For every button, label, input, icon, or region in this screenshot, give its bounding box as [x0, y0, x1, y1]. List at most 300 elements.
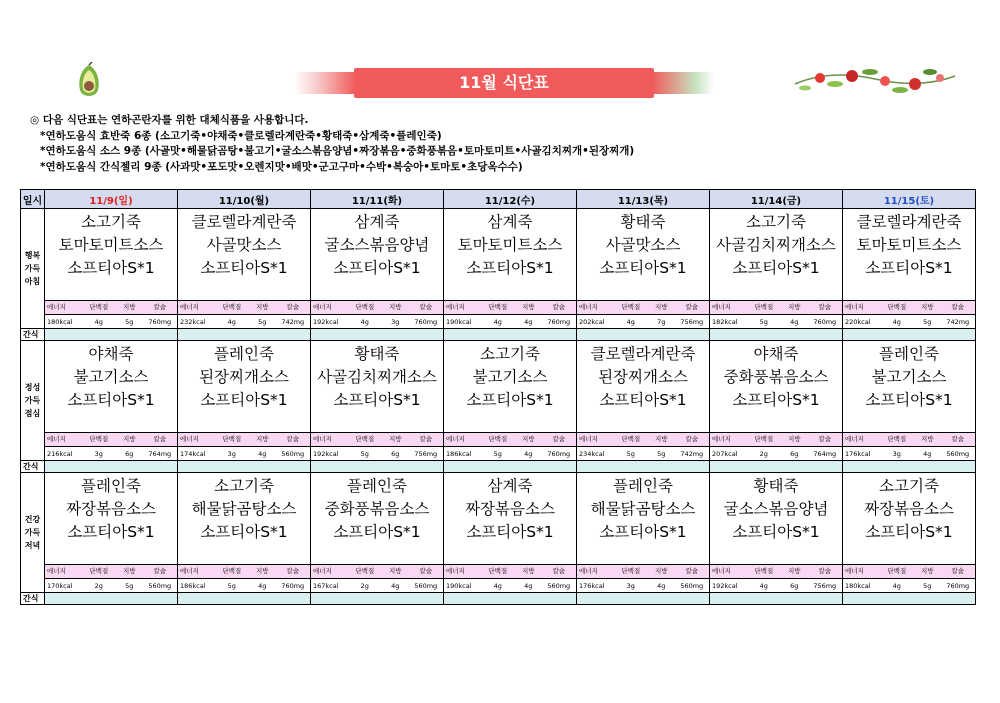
nutrient-label: 지방	[522, 435, 535, 443]
nutrient-value: 4g	[258, 581, 267, 590]
nutrient-label: 칼슘	[552, 303, 566, 311]
nutrient-label: 지방	[522, 567, 535, 575]
day-header: 11/9(일)	[45, 190, 178, 209]
dish-item: 소고기죽	[81, 213, 141, 231]
nutrient-value: 4g	[759, 581, 768, 590]
snack-label: 간식	[21, 461, 45, 473]
nutrient-value: 4g	[524, 317, 533, 326]
nutrient-label-cell	[843, 565, 976, 579]
nutrient-label: 칼슘	[153, 435, 167, 443]
dish-item: 소프티아S*1	[200, 391, 288, 409]
meal-dishes-row	[21, 341, 976, 433]
nutrient-label-cell	[577, 433, 710, 447]
nutrient-value: 4g	[892, 581, 901, 590]
dish-item: 토마토미트소스	[58, 236, 164, 254]
nutrient-label: 에너지	[712, 435, 731, 443]
dish-item: 된장찌개소스	[199, 368, 289, 386]
nutrient-value: 4g	[360, 317, 369, 326]
nutrient-value-cell	[311, 315, 444, 329]
nutrient-label: 칼슘	[286, 435, 300, 443]
meal-label	[21, 473, 45, 593]
nutrient-label-cell	[311, 301, 444, 315]
nutrient-value: 4g	[524, 581, 533, 590]
nutrient-label: 에너지	[446, 567, 465, 575]
dish-cell	[843, 209, 976, 301]
nutrient-value-row	[21, 315, 976, 329]
dish-item: 소프티아S*1	[200, 259, 288, 277]
nutrient-value: 560mg	[547, 581, 571, 590]
nutrient-label: 단백질	[355, 435, 375, 443]
day-header: 11/10(월)	[178, 190, 311, 209]
dish-cell	[178, 209, 311, 301]
nutrient-value: 560mg	[148, 581, 172, 590]
nutrient-value: 6g	[790, 581, 799, 590]
dish-cell	[311, 473, 444, 565]
nutrient-value: 5g	[125, 317, 134, 326]
nutrient-value: 756mg	[813, 581, 837, 590]
nutrient-value: 4g	[626, 317, 635, 326]
nutrient-value: 174kcal	[180, 449, 206, 458]
nutrient-label: 칼슘	[153, 567, 167, 575]
nutrient-label: 단백질	[488, 567, 508, 575]
nutrient-label: 에너지	[446, 303, 465, 311]
nutrient-value: 742mg	[281, 317, 305, 326]
date-header-label: 일시	[21, 190, 45, 209]
nutrient-label: 지방	[256, 303, 269, 311]
nutrient-label: 지방	[788, 435, 801, 443]
dish-item: 짜장볶음소스	[66, 500, 156, 518]
dish-item: 소프티아S*1	[732, 259, 820, 277]
nutrient-value: 192kcal	[313, 317, 339, 326]
nutrient-label: 에너지	[712, 303, 731, 311]
dish-item: 플레인죽	[879, 345, 939, 363]
nutrient-value: 234kcal	[579, 449, 605, 458]
nutrient-value-cell	[710, 579, 843, 593]
meal-label-text: 아침	[24, 277, 41, 286]
day-header: 11/14(금)	[710, 190, 843, 209]
nutrient-value: 3g	[626, 581, 635, 590]
snack-cell	[311, 461, 444, 473]
meal-label-text: 행복	[24, 251, 41, 260]
nutrient-value: 5g	[759, 317, 768, 326]
nutrient-value: 560mg	[414, 581, 438, 590]
nutrient-value: 190kcal	[446, 581, 472, 590]
nutrient-label: 칼슘	[419, 567, 433, 575]
nutrient-label-row	[21, 565, 976, 579]
nutrient-value: 180kcal	[47, 317, 73, 326]
nutrient-label: 칼슘	[818, 435, 832, 443]
nutrient-label: 지방	[389, 567, 402, 575]
nutrient-label-cell	[45, 301, 178, 315]
nutrient-value: 3g	[892, 449, 901, 458]
nutrient-label: 에너지	[579, 303, 598, 311]
nutrient-value-cell	[45, 447, 178, 461]
snack-cell	[710, 461, 843, 473]
snack-label: 간식	[21, 329, 45, 341]
dish-cell	[178, 341, 311, 433]
nutrient-label: 지방	[389, 435, 402, 443]
dish-item: 소고기죽	[480, 345, 540, 363]
dish-item: 클로렐라계란죽	[590, 345, 696, 363]
nutrient-value: 182kcal	[712, 317, 738, 326]
snack-cell	[843, 329, 976, 341]
nutrient-label-cell	[444, 565, 577, 579]
nutrient-label: 칼슘	[818, 303, 832, 311]
snack-cell	[577, 593, 710, 605]
nutrient-value: 176kcal	[845, 449, 871, 458]
dish-item: 불고기소스	[472, 368, 548, 386]
nutrient-label: 칼슘	[419, 435, 433, 443]
dish-item: 소프티아S*1	[732, 523, 820, 541]
dish-item: 소프티아S*1	[333, 391, 421, 409]
dish-item: 플레인죽	[613, 477, 673, 495]
nutrient-label-cell	[577, 301, 710, 315]
nutrient-label: 단백질	[89, 567, 109, 575]
dish-item: 야채죽	[753, 345, 799, 363]
nutrient-label: 에너지	[845, 567, 864, 575]
snack-cell	[444, 329, 577, 341]
snack-cell	[577, 461, 710, 473]
nutrient-label: 단백질	[355, 567, 375, 575]
meal-label	[21, 209, 45, 329]
nutrient-label-row	[21, 301, 976, 315]
notes-line-2: *연하도움식 효반죽 6종 (소고기죽•야채죽•클로렐라계란죽•황태죽•삼계죽•플레인죽)	[40, 129, 442, 142]
nutrient-label-cell	[710, 301, 843, 315]
meal-dishes-row	[21, 209, 976, 301]
nutrient-value: 5g	[258, 317, 267, 326]
snack-cell	[178, 461, 311, 473]
dish-item: 황태죽	[620, 213, 666, 231]
nutrient-value: 180kcal	[845, 581, 871, 590]
snack-cell	[444, 593, 577, 605]
dish-item: 소프티아S*1	[200, 523, 288, 541]
nutrient-label-cell	[577, 565, 710, 579]
nutrient-value: 764mg	[148, 449, 172, 458]
nutrient-value: 760mg	[414, 317, 438, 326]
nutrient-value-cell	[843, 315, 976, 329]
nutrient-label-row	[21, 433, 976, 447]
dish-item: 플레인죽	[347, 477, 407, 495]
nutrient-value-row	[21, 579, 976, 593]
nutrient-value: 2g	[759, 449, 768, 458]
meal-dishes-row	[21, 473, 976, 565]
nutrient-value: 192kcal	[712, 581, 738, 590]
nutrient-label: 에너지	[446, 435, 465, 443]
nutrient-label-cell	[45, 565, 178, 579]
snack-cell	[444, 461, 577, 473]
nutrient-label: 에너지	[47, 303, 66, 311]
nutrient-label: 에너지	[579, 435, 598, 443]
nutrient-value-cell	[577, 579, 710, 593]
dish-cell	[843, 473, 976, 565]
nutrient-label: 지방	[921, 303, 934, 311]
nutrient-value: 216kcal	[47, 449, 73, 458]
notes-line-1: ◎ 다음 식단표는 연하곤란자를 위한 대체식품을 사용합니다.	[30, 114, 309, 126]
nutrient-value: 202kcal	[579, 317, 605, 326]
nutrient-label: 에너지	[845, 435, 864, 443]
nutrient-label: 지방	[389, 303, 402, 311]
nutrient-value-cell	[577, 447, 710, 461]
nutrient-label: 에너지	[180, 567, 199, 575]
nutrient-label-cell	[710, 565, 843, 579]
meal-label-text: 점심	[24, 409, 41, 418]
dish-item: 삼계죽	[487, 477, 533, 495]
dish-item: 중화풍볶음소스	[324, 500, 430, 518]
dish-item: 소프티아S*1	[466, 259, 554, 277]
snack-label: 간식	[21, 593, 45, 605]
nutrient-label: 칼슘	[685, 435, 699, 443]
nutrient-value: 192kcal	[313, 449, 339, 458]
dish-item: 삼계죽	[354, 213, 400, 231]
nutrient-value: 6g	[790, 449, 799, 458]
dish-item: 사골맛소스	[605, 236, 681, 254]
dish-item: 해물닭곰탕소스	[191, 500, 297, 518]
nutrient-label: 단백질	[355, 303, 375, 311]
nutrient-value: 3g	[94, 449, 103, 458]
dish-cell	[577, 473, 710, 565]
nutrient-label: 단백질	[222, 303, 242, 311]
nutrient-value: 5g	[227, 581, 236, 590]
nutrient-label: 단백질	[621, 435, 641, 443]
nutrient-label-cell	[178, 565, 311, 579]
nutrient-label: 에너지	[180, 435, 199, 443]
dish-item: 황태죽	[753, 477, 799, 495]
dish-item: 소고기죽	[214, 477, 274, 495]
notes-line-3: *연하도움식 소스 9종 (사골맛•해물닭곰탕•불고기•굴소스볶음양념•짜장볶음•중화풍볶음•토마토미트•사골김치찌개•된장찌개)	[40, 145, 635, 157]
nutrient-value-cell	[45, 315, 178, 329]
nutrient-label: 단백질	[89, 435, 109, 443]
meal-label-text: 정성	[24, 383, 41, 392]
page-title: 11월 식단표	[354, 68, 654, 98]
nutrient-label: 단백질	[621, 567, 641, 575]
nutrient-value-cell	[45, 579, 178, 593]
nutrient-value: 2g	[360, 581, 369, 590]
meal-label-text: 가득	[24, 264, 41, 273]
nutrient-value: 167kcal	[313, 581, 339, 590]
nutrient-value: 5g	[626, 449, 635, 458]
nutrient-label: 지방	[921, 567, 934, 575]
nutrient-label: 에너지	[845, 303, 864, 311]
dish-item: 소프티아S*1	[333, 523, 421, 541]
day-header: 11/11(화)	[311, 190, 444, 209]
nutrient-label-cell	[843, 301, 976, 315]
nutrient-label: 지방	[256, 435, 269, 443]
nutrient-value: 760mg	[281, 581, 305, 590]
header-row	[21, 190, 976, 209]
nutrient-value: 760mg	[946, 581, 970, 590]
nutrient-value-cell	[311, 579, 444, 593]
nutrient-value: 170kcal	[47, 581, 73, 590]
nutrient-value: 186kcal	[446, 449, 472, 458]
nutrient-label: 단백질	[488, 435, 508, 443]
nutrient-label: 지방	[522, 303, 535, 311]
dish-item: 클로렐라계란죽	[856, 213, 962, 231]
nutrient-label: 단백질	[887, 567, 907, 575]
dish-item: 소프티아S*1	[865, 259, 953, 277]
snack-row	[21, 329, 976, 341]
nutrient-value: 3g	[227, 449, 236, 458]
nutrient-value: 560mg	[281, 449, 305, 458]
dish-item: 소프티아S*1	[599, 523, 687, 541]
nutrient-value: 3g	[391, 317, 400, 326]
nutrient-label: 에너지	[712, 567, 731, 575]
snack-cell	[178, 329, 311, 341]
nutrient-label: 에너지	[47, 567, 66, 575]
nutrient-label-cell	[843, 433, 976, 447]
snack-cell	[710, 329, 843, 341]
dish-item: 중화풍볶음소스	[723, 368, 829, 386]
nutrient-value-cell	[444, 315, 577, 329]
nutrient-value: 4g	[524, 449, 533, 458]
nutrient-label: 지방	[123, 303, 136, 311]
nutrient-value: 4g	[790, 317, 799, 326]
nutrient-value-cell	[444, 447, 577, 461]
nutrient-value: 4g	[892, 317, 901, 326]
nutrient-value: 6g	[391, 449, 400, 458]
dish-item: 소프티아S*1	[865, 391, 953, 409]
nutrient-label-cell	[444, 433, 577, 447]
dish-item: 해물닭곰탕소스	[590, 500, 696, 518]
nutrient-label-cell	[45, 433, 178, 447]
dish-item: 소프티아S*1	[732, 391, 820, 409]
dish-cell	[710, 209, 843, 301]
dish-item: 소프티아S*1	[865, 523, 953, 541]
nutrient-value-cell	[843, 447, 976, 461]
nutrient-value: 176kcal	[579, 581, 605, 590]
nutrient-value-cell	[311, 447, 444, 461]
nutrient-value: 760mg	[547, 449, 571, 458]
dish-cell	[45, 209, 178, 301]
menu-table	[20, 189, 976, 605]
dish-item: 소프티아S*1	[466, 391, 554, 409]
nutrient-label: 에너지	[313, 567, 332, 575]
nutrient-value: 220kcal	[845, 317, 871, 326]
nutrient-value: 5g	[493, 449, 502, 458]
nutrient-label-cell	[178, 433, 311, 447]
nutrient-value: 760mg	[813, 317, 837, 326]
dish-item: 토마토미트소스	[457, 236, 563, 254]
nutrient-label-cell	[178, 301, 311, 315]
dish-item: 사골김치찌개소스	[716, 236, 836, 254]
nutrient-label: 단백질	[621, 303, 641, 311]
nutrient-value-cell	[710, 315, 843, 329]
nutrient-label-cell	[311, 565, 444, 579]
nutrient-label: 칼슘	[685, 567, 699, 575]
nutrient-value-cell	[444, 579, 577, 593]
dish-cell	[178, 473, 311, 565]
nutrient-value: 5g	[923, 581, 932, 590]
dish-cell	[444, 209, 577, 301]
nutrient-value-cell	[178, 579, 311, 593]
dish-item: 소프티아S*1	[67, 523, 155, 541]
nutrient-label: 단백질	[488, 303, 508, 311]
nutrient-value: 4g	[258, 449, 267, 458]
nutrient-value: 232kcal	[180, 317, 206, 326]
snack-cell	[311, 593, 444, 605]
dish-cell	[45, 473, 178, 565]
nutrient-label: 단백질	[222, 435, 242, 443]
nutrient-value: 5g	[657, 449, 666, 458]
nutrient-label: 지방	[655, 567, 668, 575]
nutrient-value: 756mg	[680, 317, 704, 326]
nutrient-value: 5g	[923, 317, 932, 326]
nutrient-value: 5g	[360, 449, 369, 458]
nutrient-label-cell	[444, 301, 577, 315]
nutrient-value-cell	[843, 579, 976, 593]
nutrient-label: 칼슘	[552, 567, 566, 575]
dish-cell	[843, 341, 976, 433]
dish-item: 소프티아S*1	[599, 391, 687, 409]
nutrient-value: 742mg	[946, 317, 970, 326]
nutrient-value: 4g	[94, 317, 103, 326]
dish-item: 삼계죽	[487, 213, 533, 231]
dish-item: 불고기소스	[73, 368, 149, 386]
nutrient-value: 2g	[94, 581, 103, 590]
dish-item: 소프티아S*1	[67, 259, 155, 277]
dish-item: 불고기소스	[871, 368, 947, 386]
avocado-illustration	[72, 62, 106, 102]
nutrient-label: 지방	[788, 303, 801, 311]
nutrient-value-cell	[577, 315, 710, 329]
nutrient-value: 5g	[125, 581, 134, 590]
nutrient-label: 칼슘	[951, 303, 965, 311]
nutrient-label-cell	[710, 433, 843, 447]
dish-cell	[710, 341, 843, 433]
meal-label-text: 건강	[24, 515, 41, 524]
dish-item: 사골맛소스	[206, 236, 282, 254]
snack-cell	[178, 593, 311, 605]
nutrient-label: 단백질	[754, 303, 774, 311]
nutrient-value: 760mg	[148, 317, 172, 326]
nutrient-value: 190kcal	[446, 317, 472, 326]
nutrient-label: 지방	[655, 435, 668, 443]
nutrient-value: 7g	[657, 317, 666, 326]
nutrient-value: 764mg	[813, 449, 837, 458]
nutrient-value: 742mg	[680, 449, 704, 458]
snack-row	[21, 461, 976, 473]
nutrient-value-cell	[178, 315, 311, 329]
dish-item: 야채죽	[88, 345, 134, 363]
snack-row	[21, 593, 976, 605]
nutrient-value: 560mg	[680, 581, 704, 590]
nutrient-label: 에너지	[313, 435, 332, 443]
meal-label-text: 저녁	[24, 541, 41, 550]
dish-item: 클로렐라계란죽	[191, 213, 297, 231]
nutrient-label: 칼슘	[286, 567, 300, 575]
nutrient-label: 지방	[655, 303, 668, 311]
dish-cell	[444, 473, 577, 565]
nutrient-label: 지방	[123, 435, 136, 443]
notes-line-4: *연하도움식 간식젤리 9종 (사과맛•포도맛•오렌지맛•배맛•군고구마•수박•복숭아•토마토•초당옥수수)	[40, 160, 523, 173]
nutrient-value: 4g	[227, 317, 236, 326]
dish-item: 소고기죽	[879, 477, 939, 495]
dish-cell	[710, 473, 843, 565]
meal-label	[21, 341, 45, 461]
day-header: 11/13(목)	[577, 190, 710, 209]
nutrient-label: 칼슘	[685, 303, 699, 311]
dish-item: 소프티아S*1	[466, 523, 554, 541]
nutrient-value: 207kcal	[712, 449, 738, 458]
dish-item: 플레인죽	[214, 345, 274, 363]
nutrient-label: 단백질	[222, 567, 242, 575]
dish-item: 황태죽	[354, 345, 400, 363]
nutrient-value: 186kcal	[180, 581, 206, 590]
nutrient-value: 4g	[391, 581, 400, 590]
nutrient-value: 760mg	[547, 317, 571, 326]
nutrient-label: 에너지	[579, 567, 598, 575]
nutrient-value-cell	[710, 447, 843, 461]
nutrient-label: 단백질	[754, 435, 774, 443]
